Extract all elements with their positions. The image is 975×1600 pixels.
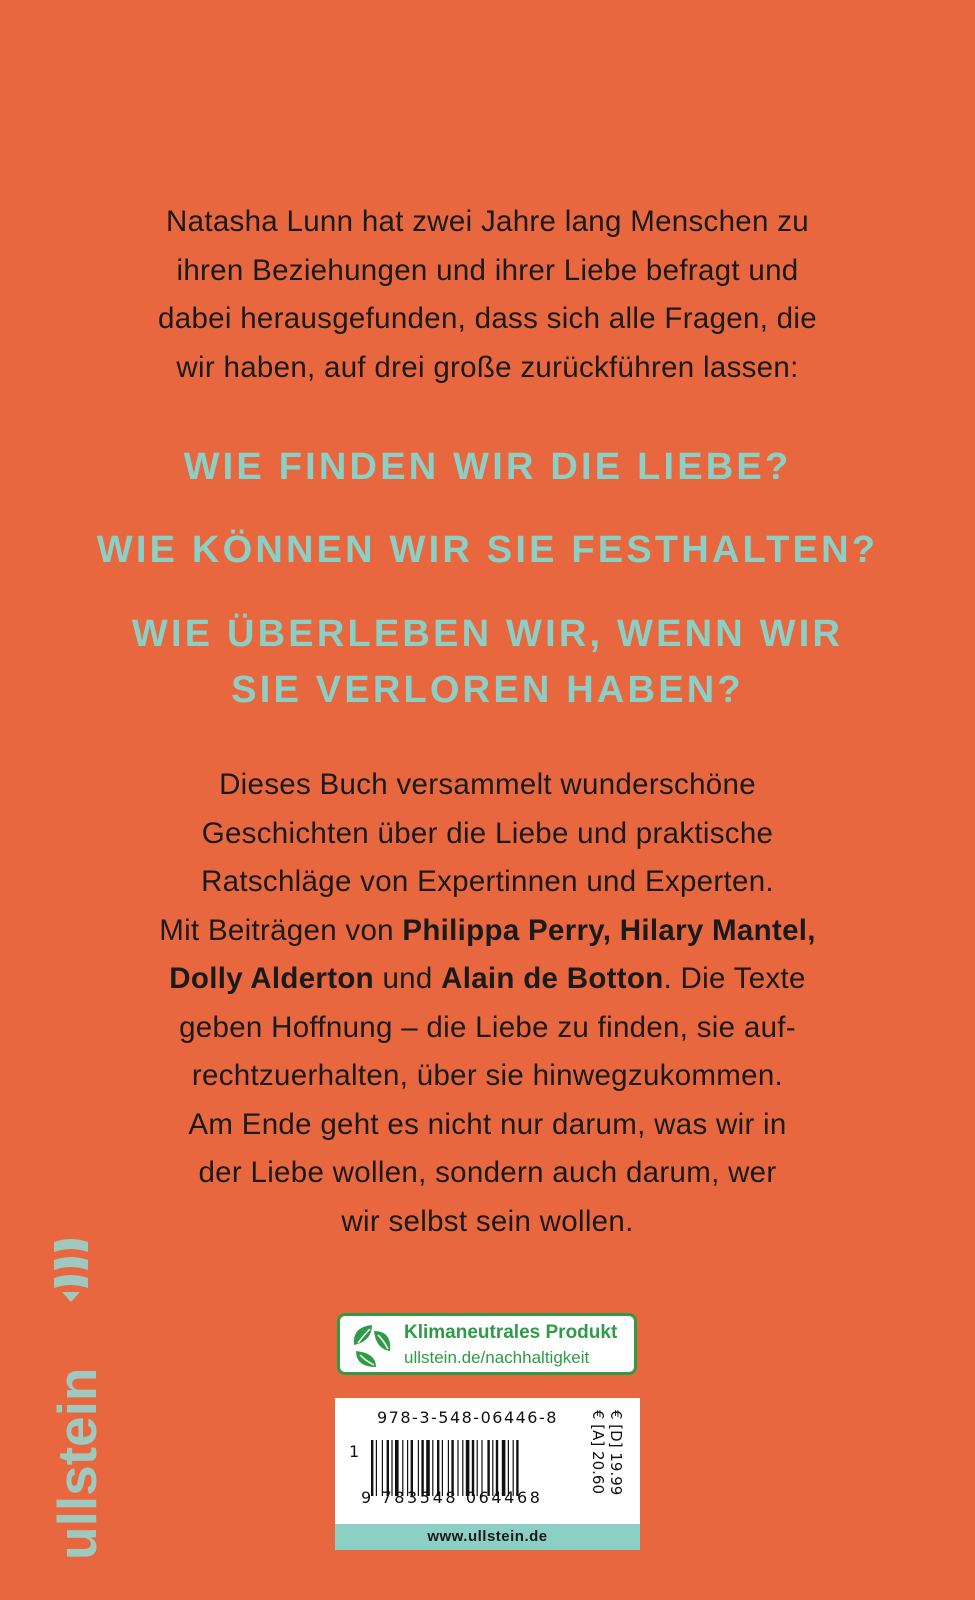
description-line: Am Ende geht es nicht nur darum, was wir in	[188, 1107, 787, 1141]
question-line: SIE VERLOREN HABEN?	[231, 669, 744, 711]
publisher-logo-mark-icon	[48, 1234, 94, 1304]
description-line	[95, 955, 880, 1004]
intro-line: ihren Beziehungen und ihrer Liebe befragt und	[176, 253, 799, 287]
barcode-lead-digit: 1	[349, 1442, 360, 1461]
intro-line: dabei herausgefunden, dass sich alle Fragen, die	[158, 302, 817, 335]
publisher-logo: ullstein	[46, 1367, 108, 1560]
price-germany: € [D] 19.99	[607, 1410, 625, 1496]
isbn-number: 978-3-548-06446-8	[377, 1408, 558, 1427]
climate-neutral-badge	[337, 1313, 637, 1375]
question-find-love: WIE FINDEN WIR DIE LIEBE?	[183, 446, 792, 488]
conjunction: und	[373, 962, 442, 995]
contributors-bold: Philippa Perry, Hilary Mantel,	[402, 913, 816, 947]
description-line	[95, 907, 880, 956]
publisher-website: www.ullstein.de	[335, 1524, 640, 1550]
intro-line: wir haben, auf drei große zurückführen lassen:	[176, 350, 799, 384]
leaf-recycle-icon	[346, 1321, 396, 1371]
question-survive-loss	[0, 606, 975, 718]
barcode-label	[335, 1398, 640, 1550]
description-paragraph	[95, 761, 880, 1246]
contributors-intro: Mit Beiträgen von	[159, 913, 403, 947]
question-keep-love: WIE KÖNNEN WIR SIE FESTHALTEN?	[96, 529, 879, 571]
intro-paragraph	[95, 198, 880, 392]
description-line: der Liebe wollen, sondern auch darum, wer	[198, 1156, 777, 1189]
description-line: rechtzuerhalten, über sie hinwegzukommen.	[191, 1059, 784, 1092]
sentence-continuation: . Die Texte	[663, 962, 806, 995]
description-line: Geschichten über die Liebe und praktische	[201, 816, 774, 850]
contributor-alderton: Dolly Alderton	[169, 962, 374, 995]
description-line: wir selbst sein wollen.	[341, 1204, 634, 1238]
climate-badge-url: ullstein.de/nachhaltigkeit	[404, 1348, 590, 1367]
description-line: geben Hoffnung – die Liebe zu finden, sie auf-	[179, 1010, 796, 1044]
price-austria: € [A] 20.60	[589, 1410, 607, 1494]
question-line: WIE ÜBERLEBEN WIR, WENN WIR	[131, 613, 844, 655]
climate-badge-title: Klimaneutrales Produkt	[404, 1322, 618, 1343]
description-line: Ratschläge von Expertinnen und Experten.	[201, 865, 774, 898]
price-column	[589, 1410, 633, 1522]
description-line: Dieses Buch versammelt wunderschöne	[219, 768, 756, 801]
ean-number: 9 783548 064468	[361, 1488, 543, 1507]
intro-line: Natasha Lunn hat zwei Jahre lang Menschen zu	[166, 205, 809, 238]
contributor-de-botton: Alain de Botton	[441, 962, 664, 995]
